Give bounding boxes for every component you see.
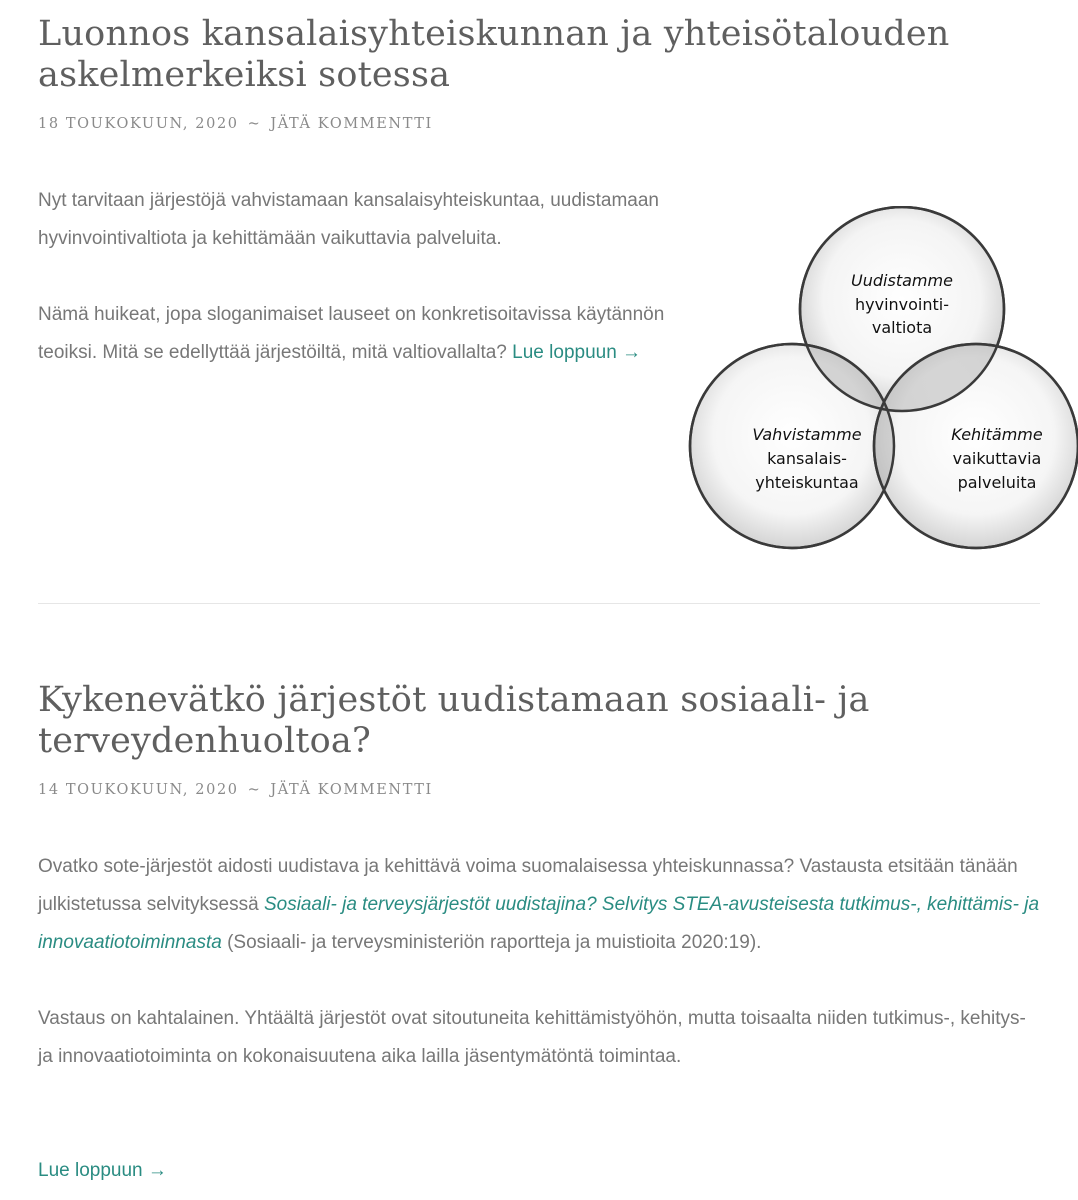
- post-1-title: [38, 14, 1040, 96]
- post-2-paragraph-1: [38, 848, 1040, 962]
- post-2-paragraph-1-before: Ovatko sote-järjestöt aidosti uudistava ja kehittävä voima suomalaisessa yhteiskunnassa? Vastausta etsitään tänään julkistetussa selvityksessä: [38, 856, 1018, 915]
- post-1: [38, 14, 1043, 492]
- venn-top-label-2: hyvinvointi-: [855, 295, 949, 314]
- post-1-excerpt: [38, 182, 678, 410]
- post-2-title-link[interactable]: Kykenevätkö järjestöt uudistamaan sosiaali- ja terveydenhuoltoa?: [38, 680, 870, 761]
- post-2-excerpt: [38, 848, 1040, 1114]
- post-2-date[interactable]: 14 TOUKOKUUN, 2020: [38, 782, 239, 798]
- post-2-paragraph-1-after: (Sosiaali- ja terveysministeriön raportteja ja muistioita 2020:19).: [221, 932, 762, 953]
- post-1-meta: [38, 116, 1040, 132]
- post-1-title-link[interactable]: Luonnos kansalaisyhteiskunnan ja yhteisötalouden askelmerkeiksi sotessa: [38, 14, 950, 95]
- post-2-read-more-row: [38, 1152, 167, 1190]
- venn-left-label-3: yhteiskuntaa: [755, 473, 859, 492]
- venn-top-label-3: valtiota: [871, 318, 933, 337]
- post-2-read-more-link[interactable]: Lue loppuun →: [38, 1160, 167, 1181]
- venn-right-label-3: palveluita: [957, 473, 1037, 492]
- post-divider: [38, 603, 1040, 604]
- venn-right-label-2: vaikuttavia: [952, 449, 1042, 468]
- venn-diagram: [686, 206, 1078, 562]
- post-1-read-more-link[interactable]: Lue loppuun →: [512, 342, 642, 363]
- post-2-comment-link[interactable]: JÄTÄ KOMMENTTI: [270, 782, 433, 798]
- post-2-meta: [38, 782, 1040, 798]
- meta-separator: ~: [247, 116, 262, 132]
- post-1-paragraph-2-text: Nämä huikeat, jopa sloganimaiset lauseet on konkretisoitavissa käytännön teoiksi. Mitä se edellyttää järjestöiltä, mitä valtiovallalta?: [38, 304, 665, 363]
- venn-left-label-1: Vahvistamme: [752, 425, 862, 444]
- venn-top-label-1: Uudistamme: [851, 271, 953, 290]
- post-1-paragraph-1: Nyt tarvitaan järjestöjä vahvistamaan kansalaisyhteiskuntaa, uudistamaan hyvinvointivaltiota ja kehittämään vaikuttavia palveluita.: [38, 190, 659, 249]
- meta-separator: ~: [247, 782, 262, 798]
- post-2-paragraph-2: Vastaus on kahtalainen. Yhtäältä järjestöt ovat sitoutuneita kehittämistyöhön, mutta toisaalta niiden tutkimus-, kehitys- ja innovaatiotoiminta on kokonaisuutena aika lailla jäsentymätöntä toimintaa.: [38, 1008, 1026, 1067]
- post-2: [38, 680, 1040, 1181]
- report-link[interactable]: Sosiaali- ja terveysjärjestöt uudistajina? Selvitys STEA-avusteisesta tutkimus-, kehittämis- ja innovaatiotoiminnasta: [38, 894, 1040, 953]
- post-2-title: [38, 680, 1040, 762]
- post-1-date[interactable]: 18 TOUKOKUUN, 2020: [38, 116, 239, 132]
- venn-right-label-1: Kehitämme: [951, 425, 1043, 444]
- post-1-comment-link[interactable]: JÄTÄ KOMMENTTI: [270, 116, 433, 132]
- venn-left-label-2: kansalais-: [767, 449, 847, 468]
- post-1-paragraph-2: [38, 296, 678, 372]
